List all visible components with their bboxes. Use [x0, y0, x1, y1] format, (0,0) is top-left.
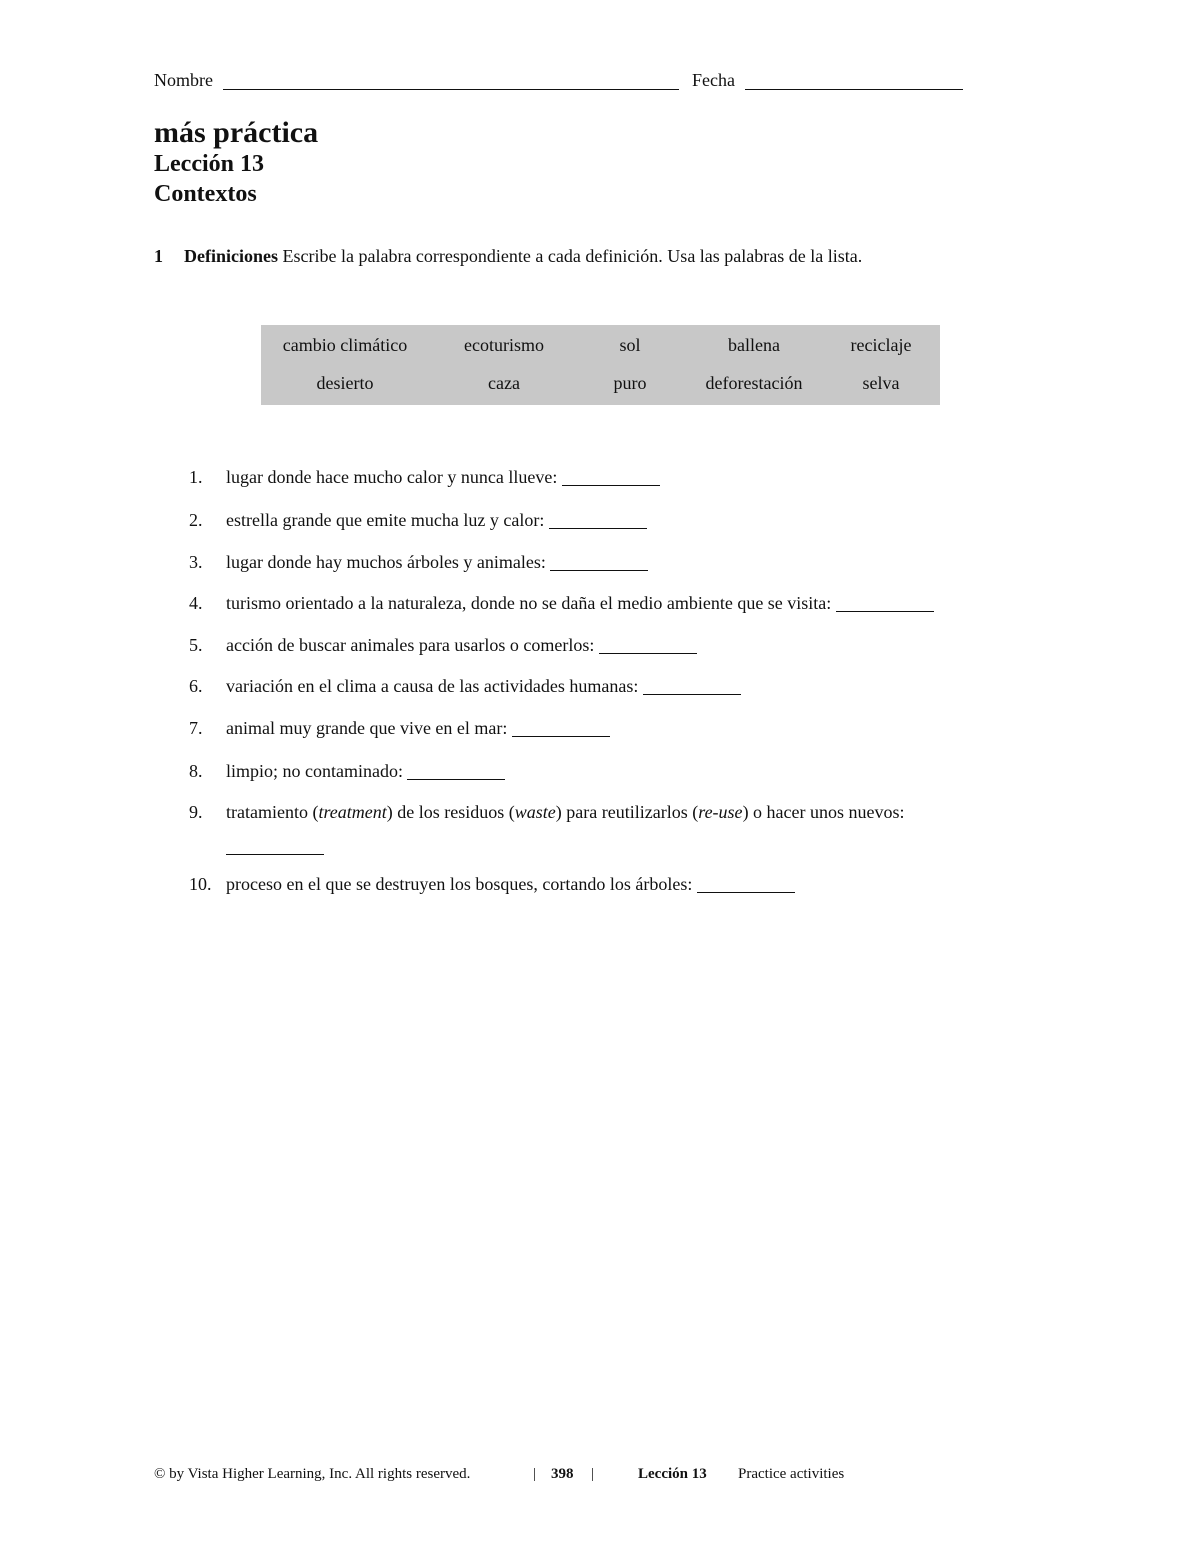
- item-text-part: tratamiento (: [226, 802, 319, 822]
- item-text: lugar donde hay muchos árboles y animales:: [226, 552, 546, 572]
- name-label: Nombre: [154, 70, 213, 90]
- page-title: más práctica: [154, 116, 319, 149]
- activity-text: Escribe la palabra correspondiente a cada definición. Usa las palabras de la lista.: [282, 246, 863, 266]
- footer-lesson: Lección 13: [638, 1466, 707, 1482]
- list-item: [189, 802, 905, 823]
- word-bank-word: ecoturismo: [464, 335, 544, 355]
- footer-label: Practice activities: [738, 1466, 845, 1482]
- word-bank-word: desierto: [316, 373, 374, 393]
- list-item: [189, 761, 505, 782]
- list-item-continuation: [226, 836, 324, 857]
- copyright-text: © by Vista Higher Learning, Inc. All rights reserved.: [154, 1466, 471, 1482]
- list-item: [189, 874, 795, 895]
- word-bank-word: cambio climático: [282, 335, 408, 355]
- section-title: Contextos: [154, 181, 257, 207]
- item-number: 7.: [189, 718, 203, 738]
- page-number: 398: [551, 1466, 574, 1482]
- item-text: variación en el clima a causa de las actividades humanas:: [226, 676, 639, 696]
- item-text: limpio; no contaminado:: [226, 761, 403, 781]
- item-number: 2.: [189, 510, 203, 530]
- word-bank-word: ballena: [728, 335, 780, 355]
- name-field[interactable]: [223, 71, 679, 90]
- answer-blank[interactable]: [549, 512, 647, 529]
- list-item: [189, 467, 660, 488]
- list-item: [189, 593, 934, 614]
- answer-blank[interactable]: [512, 720, 610, 737]
- answer-blank[interactable]: [643, 678, 741, 695]
- answer-blank[interactable]: [407, 763, 505, 780]
- item-number: 8.: [189, 761, 203, 781]
- answer-blank[interactable]: [550, 554, 648, 571]
- name-date-header: [154, 70, 963, 91]
- date-field[interactable]: [745, 71, 963, 90]
- activity-number: 1: [154, 246, 163, 266]
- item-number: 6.: [189, 676, 203, 696]
- item-text-part: ) de los residuos (: [386, 802, 515, 822]
- item-text-part: ) para reutilizarlos (: [555, 802, 699, 822]
- word-bank-word: caza: [488, 373, 520, 393]
- footer-separator: |: [533, 1466, 537, 1482]
- item-number: 1.: [189, 467, 203, 487]
- footer-separator: |: [591, 1466, 595, 1482]
- item-number: 10.: [189, 874, 212, 894]
- activity-name: Definiciones: [184, 246, 278, 266]
- item-text: proceso en el que se destruyen los bosques, cortando los árboles:: [226, 874, 693, 894]
- item-text-part: re-use: [698, 802, 743, 822]
- item-text: acción de buscar animales para usarlos o comerlos:: [226, 635, 595, 655]
- lesson-title: Lección 13: [154, 151, 264, 177]
- list-item: [189, 510, 647, 531]
- word-bank-word: sol: [619, 335, 641, 355]
- word-bank-word: reciclaje: [850, 335, 912, 355]
- word-bank-word: deforestación: [705, 373, 803, 393]
- item-text: lugar donde hace mucho calor y nunca llueve:: [226, 467, 558, 487]
- word-bank-word: selva: [862, 373, 900, 393]
- activity-instructions: [154, 246, 862, 267]
- item-text-part: waste: [514, 802, 556, 822]
- item-text: estrella grande que emite mucha luz y calor:: [226, 510, 545, 530]
- answer-blank[interactable]: [599, 637, 697, 654]
- word-bank: [261, 325, 940, 405]
- item-number: 9.: [189, 802, 203, 822]
- item-number: 5.: [189, 635, 203, 655]
- list-item: [189, 718, 610, 739]
- item-number: 4.: [189, 593, 203, 613]
- answer-blank[interactable]: [226, 838, 324, 855]
- item-text-part: treatment: [318, 802, 387, 822]
- date-label: Fecha: [691, 70, 735, 90]
- answer-blank[interactable]: [562, 469, 660, 486]
- item-text-part: ) o hacer unos nuevos:: [742, 802, 905, 822]
- item-number: 3.: [189, 552, 203, 572]
- list-item: [189, 676, 741, 697]
- answer-blank[interactable]: [697, 876, 795, 893]
- item-text: turismo orientado a la naturaleza, donde no se daña el medio ambiente que se visita:: [226, 593, 832, 613]
- list-item: [189, 635, 697, 656]
- item-text: animal muy grande que vive en el mar:: [226, 718, 508, 738]
- list-item: [189, 552, 648, 573]
- word-bank-word: puro: [613, 373, 647, 393]
- answer-blank[interactable]: [836, 595, 934, 612]
